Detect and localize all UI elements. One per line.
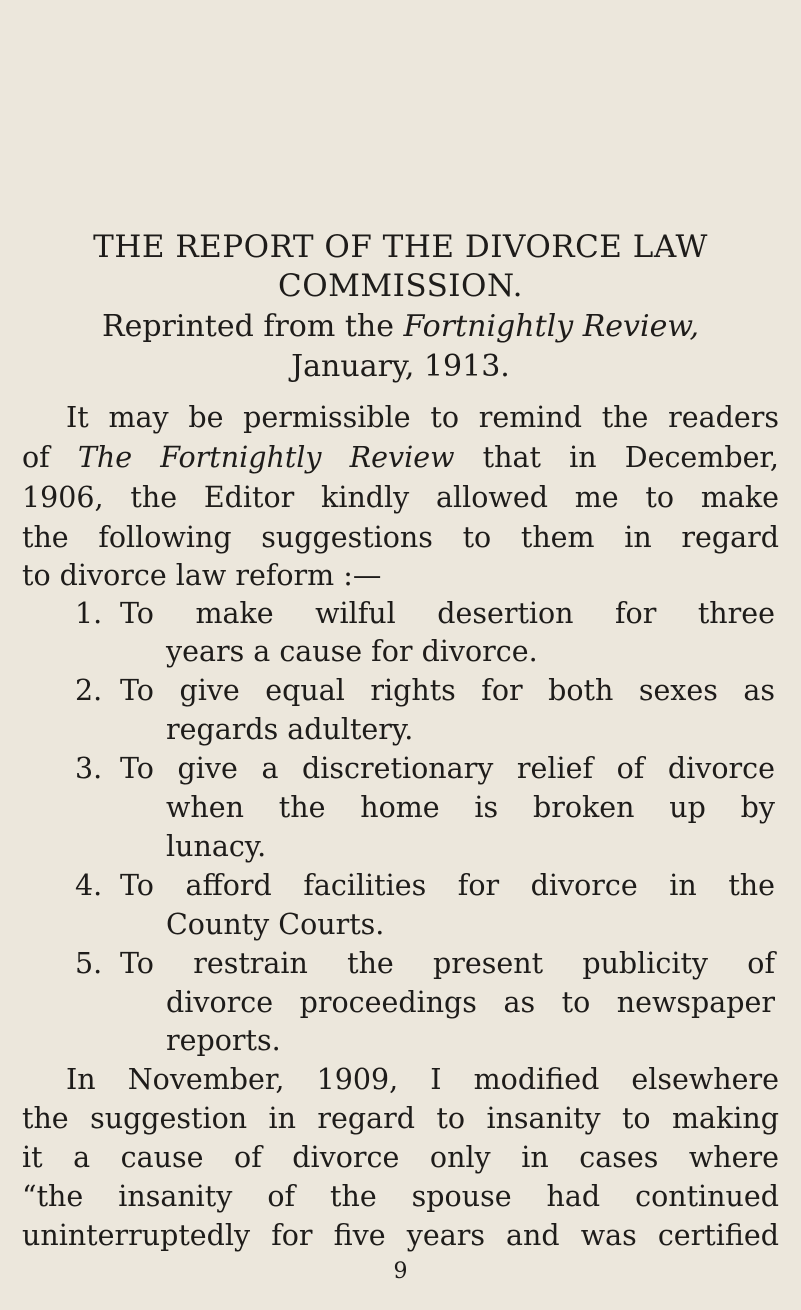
reprint-date: January, 1913. [291, 349, 510, 384]
closing-line-3: it a cause of divorce only in cases where [22, 1141, 779, 1174]
reprint-journal: Fortnightly Review, [403, 309, 700, 344]
suggestion-text: County Courts. [166, 908, 385, 941]
suggestion-text: To make wilful desertion for three [120, 597, 775, 630]
closing-line-1: In November, 1909, I modified elsewhere [66, 1063, 779, 1096]
reprint-notice [0, 308, 801, 346]
page-number: 9 [393, 1259, 408, 1284]
suggestion-text: lunacy. [166, 830, 267, 863]
heading-line-1: THE REPORT OF THE DIVORCE LAW [93, 229, 708, 265]
suggestion-text: when the home is broken up by [166, 791, 775, 824]
suggestion-number: 1. [75, 597, 103, 630]
suggestion-number: 3. [75, 752, 103, 785]
intro-line-1: It may be permissible to remind the readers [66, 401, 779, 434]
suggestion-text: years a cause for divorce. [166, 635, 538, 668]
intro-journal: The Fortnightly Review [77, 441, 455, 474]
suggestion-number: 2. [75, 674, 103, 707]
intro-line-2-post: that in December, [454, 441, 779, 474]
heading-line-2: COMMISSION. [278, 268, 523, 304]
intro-line-4: the following suggestions to them in regard [22, 521, 779, 554]
suggestion-text: To give a discretionary relief of divorce [120, 752, 775, 785]
intro-line-2-pre: of [22, 441, 78, 474]
suggestion-text: To afford facilities for divorce in the [120, 869, 775, 902]
suggestion-number: 5. [75, 947, 103, 980]
suggestion-number: 4. [75, 869, 103, 902]
reprint-prefix: Reprinted from the [101, 309, 404, 344]
closing-line-5: uninterruptedly for five years and was certified [22, 1219, 779, 1252]
suggestion-text: To give equal rights for both sexes as [120, 674, 775, 707]
closing-line-2: the suggestion in regard to insanity to making [22, 1102, 779, 1135]
intro-line-3: 1906, the Editor kindly allowed me to make [22, 481, 779, 514]
intro-line-5: to divorce law reform :— [22, 559, 382, 592]
suggestion-text: divorce proceedings as to newspaper [166, 986, 775, 1019]
suggestion-text: reports. [166, 1024, 281, 1057]
intro-line-2 [22, 438, 779, 478]
closing-line-4: “the insanity of the spouse had continued [22, 1180, 779, 1213]
suggestion-text: To restrain the present publicity of [120, 947, 775, 980]
suggestion-text: regards adultery. [166, 713, 414, 746]
